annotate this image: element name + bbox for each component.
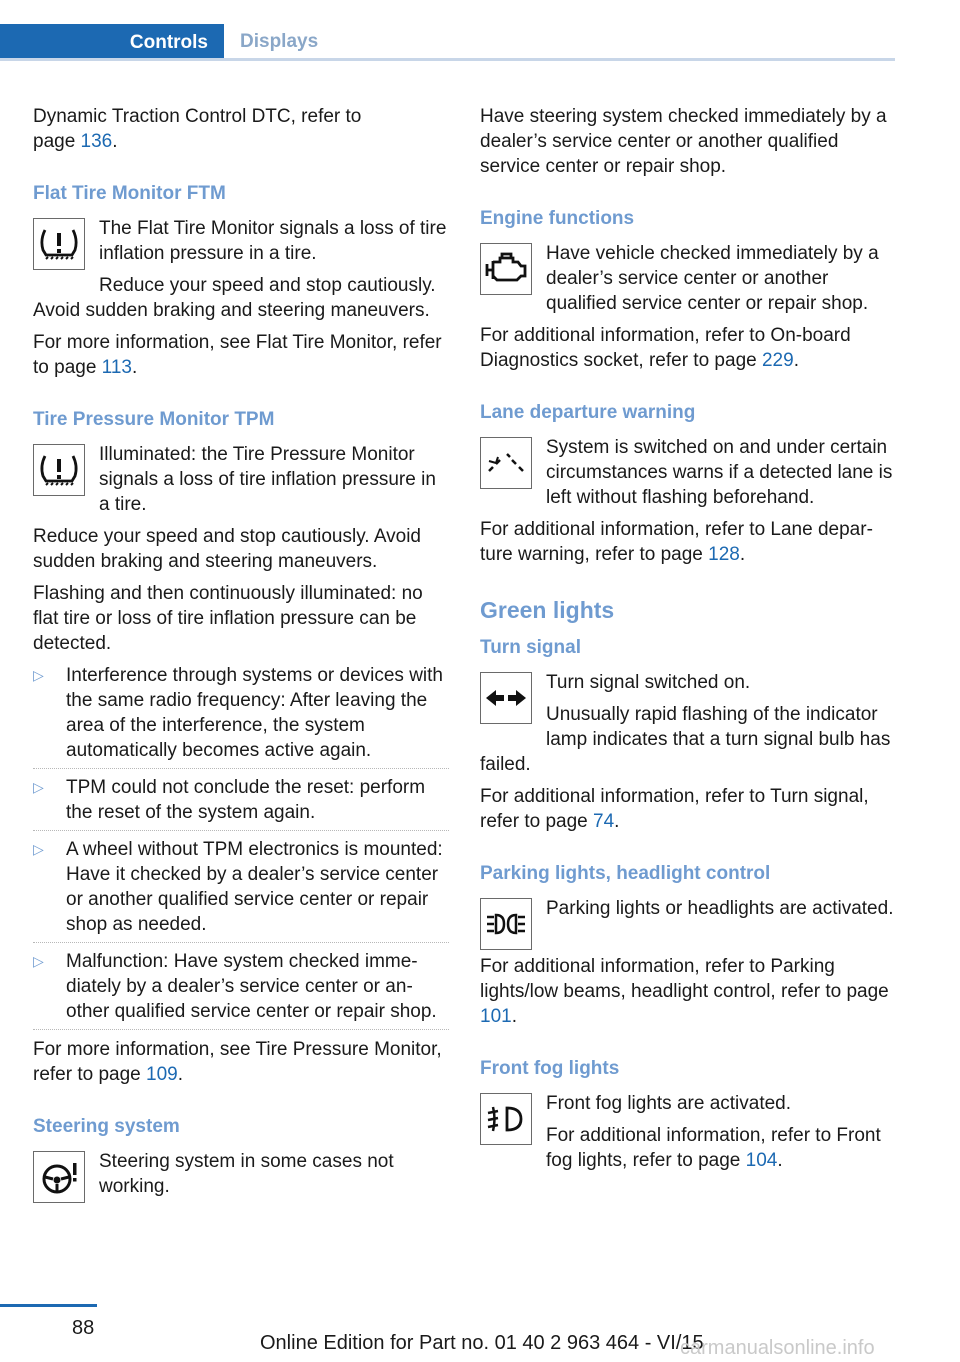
- parking-text-2: For additional information, refer to Parking lights/low beams, headlight control, refer to page 101.: [480, 956, 889, 1027]
- section-heading-fog-lights: Front fog lights: [480, 1058, 620, 1079]
- list-item: ▷ Malfunction: Have system checked immediately by a dealer’s service center or another qualified service center or repair shop.: [33, 949, 449, 1030]
- section-heading-steering: Steering system: [33, 1116, 180, 1137]
- turn-text-3: For additional information, refer to Turn signal, refer to page 74.: [480, 786, 869, 832]
- parking-lights-icon: [480, 898, 532, 950]
- engine-check-icon: [480, 243, 532, 295]
- turn-text-1: Turn signal switched on.: [546, 672, 751, 693]
- tab-displays[interactable]: Displays: [240, 30, 319, 52]
- bullet-triangle-icon: ▷: [33, 779, 44, 795]
- section-heading-engine: Engine functions: [480, 208, 635, 229]
- engine-text-2: For additional information, refer to On-board Diagnostics socket, refer to page 229.: [480, 325, 851, 371]
- section-heading-lane: Lane departure warning: [480, 402, 696, 423]
- watermark: carmanualsonline.info: [680, 1337, 875, 1359]
- tpm-bullet-list: [33, 663, 449, 1030]
- tpm-text-3: Flashing and then continuously illuminated: no flat tire or loss of tire inflation pressure can be detected.: [33, 583, 423, 654]
- fog-text-2: For additional information, refer to Front fog lights, refer to page 104.: [546, 1125, 881, 1171]
- front-fog-light-icon: [480, 1093, 532, 1145]
- steering-text-2: Have steering system checked immediately by a dealer’s service center or another qualified service center or repair shop.: [480, 106, 887, 177]
- turn-signal-icon: [480, 672, 532, 724]
- engine-text-1: Have vehicle checked immediately by a dealer’s service center or another qualified service center or repair shop.: [546, 243, 879, 314]
- tab-bar: [0, 24, 895, 61]
- tire-pressure-warning-icon: [33, 444, 85, 496]
- left-column: [33, 104, 449, 1207]
- tire-pressure-warning-icon: [33, 218, 85, 270]
- page-link-229[interactable]: 229: [761, 350, 794, 371]
- turn-text-2: Unusually rapid flashing of the indicator lamp indicates that a turn signal bulb has failed.: [480, 704, 891, 775]
- footer-rule: [0, 1304, 97, 1307]
- list-item: ▷ Interference through systems or devices with the same radio frequency: After leaving the area of the interference, the system automatically becomes active again.: [33, 663, 449, 769]
- tab-controls[interactable]: Controls: [0, 24, 224, 61]
- section-heading-tpm: Tire Pressure Monitor TPM: [33, 409, 275, 430]
- section-heading-ftm: Flat Tire Monitor FTM: [33, 183, 226, 204]
- bullet-triangle-icon: ▷: [33, 667, 44, 683]
- list-item: ▷ A wheel without TPM electronics is mounted: Have it checked by a dealer’s service center or another qualified service center or repair shop as needed.: [33, 837, 449, 943]
- section-heading-parking-lights: Parking lights, headlight control: [480, 863, 771, 884]
- page-number: 88: [72, 1317, 95, 1339]
- page-link-136[interactable]: 136: [80, 131, 113, 152]
- list-item: ▷ TPM could not conclude the reset: perform the reset of the system again.: [33, 775, 449, 831]
- dtc-paragraph: Dynamic Traction Control DTC, refer to page 136.: [33, 106, 362, 152]
- edition-footer: Online Edition for Part no. 01 40 2 963 464 - VI/15: [260, 1332, 704, 1354]
- tpm-text-1: Illuminated: the Tire Pressure Monitor signals a loss of tire inflation pressure in a tire.: [99, 444, 436, 515]
- section-heading-turn-signal: Turn signal: [480, 637, 581, 658]
- bullet-triangle-icon: ▷: [33, 953, 44, 969]
- parking-text-1: Parking lights or headlights are activated.: [546, 898, 894, 919]
- page-link-101[interactable]: 101: [480, 1006, 512, 1027]
- ftm-text-1: The Flat Tire Monitor signals a loss of tire inflation pressure in a tire.: [99, 218, 447, 264]
- bullet-triangle-icon: ▷: [33, 841, 44, 857]
- steering-text-1: Steering system in some cases not working.: [99, 1151, 394, 1197]
- page-link-109[interactable]: 109: [146, 1064, 178, 1085]
- right-column: [480, 104, 896, 1180]
- lane-text-2: For additional information, refer to Lane departure warning, refer to page 128.: [480, 519, 873, 565]
- section-heading-green-lights: Green lights: [480, 597, 615, 623]
- lane-departure-icon: [480, 437, 532, 489]
- lane-text-1: System is switched on and under certain circumstances warns if a detected lane is left without flashing beforehand.: [546, 437, 893, 508]
- fog-text-1: Front fog lights are activated.: [546, 1093, 792, 1114]
- ftm-text-3: For more information, see Flat Tire Monitor, refer to page 113.: [33, 332, 442, 378]
- tab-bar-rule: [0, 58, 895, 61]
- page-link-128[interactable]: 128: [708, 544, 740, 565]
- tpm-text-4: For more information, see Tire Pressure Monitor, refer to page 109.: [33, 1039, 442, 1085]
- page-link-74[interactable]: 74: [593, 811, 615, 832]
- tpm-text-2: Reduce your speed and stop cautiously. Avoid sudden braking and steering maneuvers.: [33, 526, 421, 572]
- page-link-113[interactable]: 113: [101, 357, 132, 378]
- page-link-104[interactable]: 104: [745, 1150, 778, 1171]
- steering-warning-icon: [33, 1151, 85, 1203]
- ftm-text-2: Reduce your speed and stop cautiously. Avoid sudden braking and steering maneuvers.: [33, 275, 436, 321]
